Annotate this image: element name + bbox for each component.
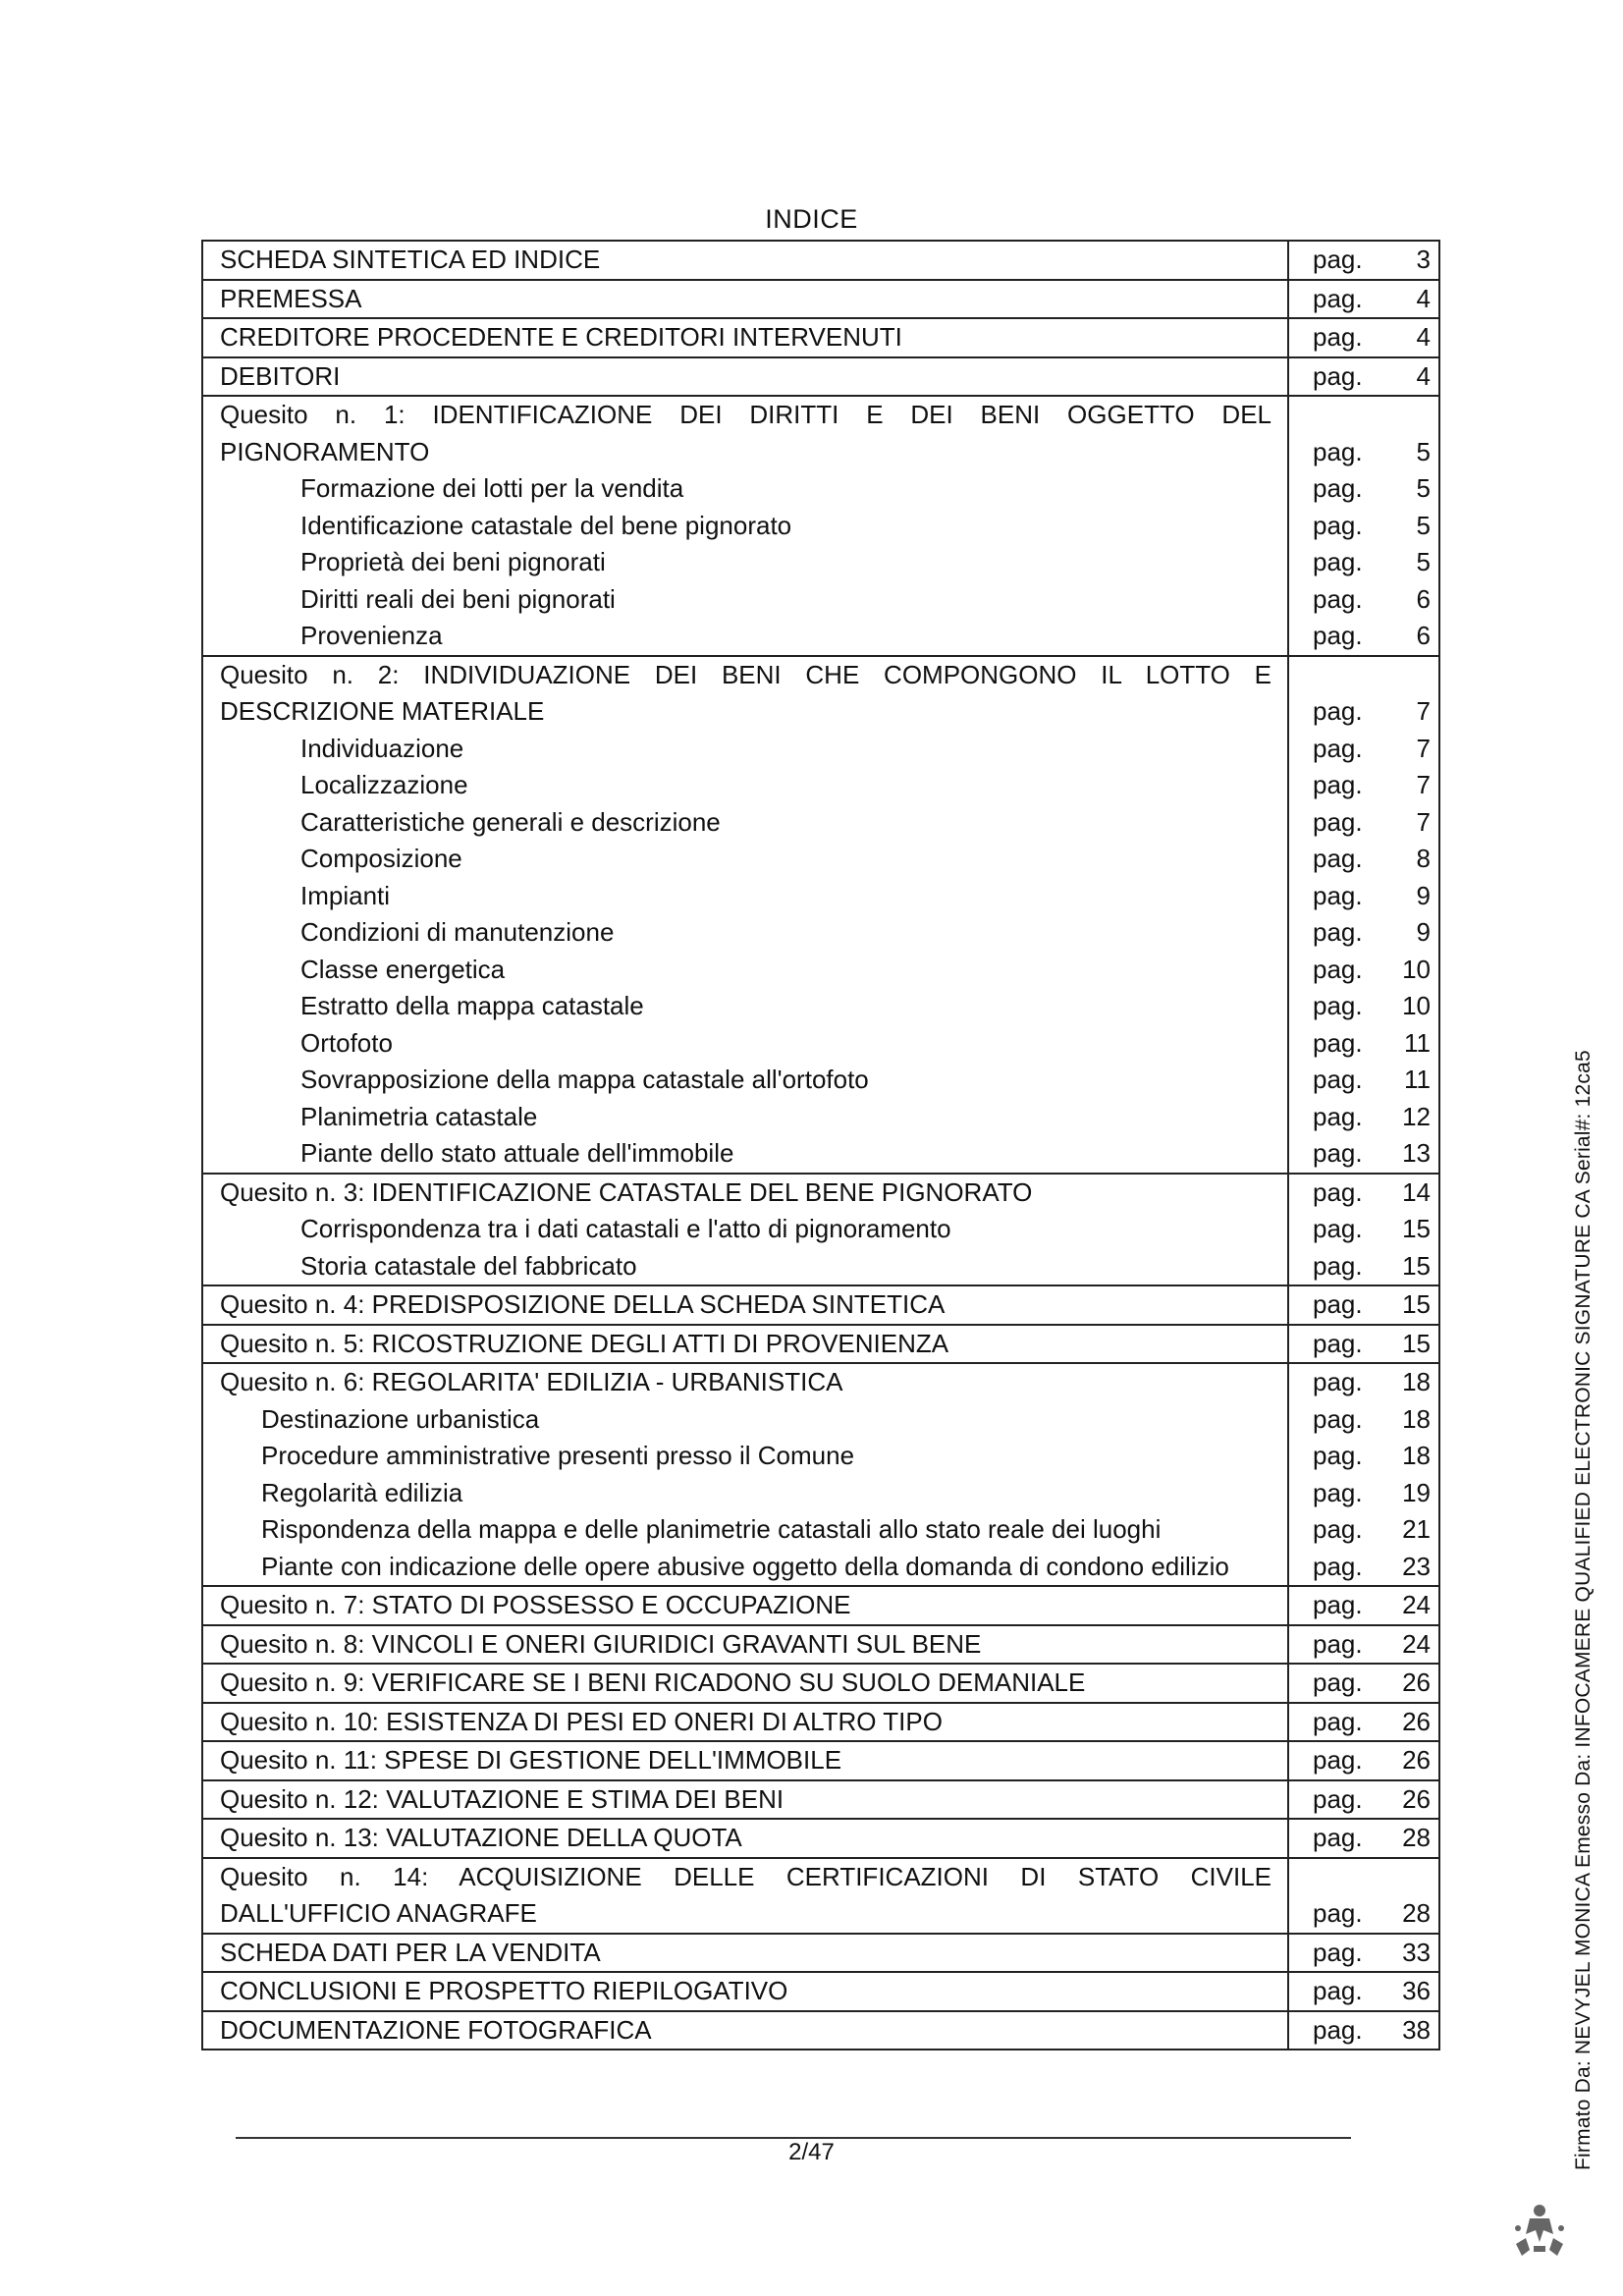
toc-section-titles (202, 656, 1288, 1174)
page-prefix: pag. (1313, 917, 1363, 947)
page-prefix: pag. (1313, 880, 1363, 910)
toc-section-pages (1288, 1934, 1439, 1973)
toc-page-ref (1289, 1025, 1438, 1063)
toc-page-ref (1289, 434, 1438, 471)
toc-section (202, 2011, 1439, 2050)
toc-heading: DOCUMENTAZIONE FOTOGRAFICA (220, 2014, 652, 2045)
page-value: 14 (1402, 1176, 1431, 1207)
toc-section (202, 1174, 1439, 1286)
toc-page-ref (1289, 804, 1438, 842)
toc-page-ref (1289, 242, 1438, 279)
page-value: 24 (1402, 1590, 1431, 1619)
toc-section-pages (1288, 1972, 1439, 2011)
page-value: 7 (1416, 806, 1431, 837)
toc-heading: Quesito n. 8: VINCOLI E ONERI GIURIDICI GRAVANTI SUL BENE (220, 1628, 982, 1659)
toc-section-titles (202, 1819, 1288, 1858)
toc-section-titles (202, 1934, 1288, 1973)
toc-heading: Quesito n. 13: VALUTAZIONE DELLA QUOTA (220, 1823, 742, 1852)
page-value: 28 (1402, 1823, 1431, 1852)
page-value: 19 (1402, 1477, 1431, 1507)
page-prefix: pag. (1313, 733, 1363, 763)
page-value: 5 (1416, 547, 1431, 576)
page-value: 7 (1416, 733, 1431, 763)
toc-page-ref (1289, 1364, 1438, 1401)
toc-heading: Quesito n. 6: REGOLARITA' EDILIZIA - URBANISTICA (220, 1367, 843, 1396)
page-prefix: pag. (1313, 1477, 1363, 1507)
toc-section-titles (202, 396, 1288, 656)
toc-page-ref (1289, 618, 1438, 655)
toc-page-ref (1289, 358, 1438, 396)
page-value: 6 (1416, 583, 1431, 614)
page-prefix: pag. (1313, 1027, 1363, 1058)
toc-section-pages (1288, 1819, 1439, 1858)
page-value: 7 (1416, 696, 1431, 726)
page-prefix: pag. (1313, 322, 1363, 352)
toc-page-ref (1289, 1820, 1438, 1857)
toc-page-ref (1289, 281, 1438, 318)
toc-heading: CREDITORE PROCEDENTE E CREDITORI INTERVENUTI (220, 322, 902, 352)
toc-page-ref (1289, 1973, 1438, 2010)
toc-section-titles (202, 318, 1288, 357)
toc-section (202, 357, 1439, 397)
page-value: 5 (1416, 436, 1431, 466)
toc-subitem: Piante dello stato attuale dell'immobile (300, 1138, 734, 1168)
page-prefix: pag. (1313, 1514, 1363, 1544)
toc-section-titles (202, 1972, 1288, 2011)
toc-page-ref (1289, 581, 1438, 619)
toc-section (202, 1703, 1439, 1742)
page-value: 7 (1416, 770, 1431, 799)
toc-subitem: Identificazione catastale del bene pignorato (300, 510, 792, 540)
toc-heading: PREMESSA (220, 283, 362, 313)
page-title: INDICE (765, 204, 858, 234)
toc-subitem: Condizioni di manutenzione (300, 917, 615, 947)
toc-page-ref (1289, 1587, 1438, 1624)
page-prefix: pag. (1313, 1138, 1363, 1168)
toc-subitem: Proprietà dei beni pignorati (300, 547, 606, 576)
toc-section-titles (202, 2011, 1288, 2050)
toc-subitem: Destinazione urbanistica (261, 1403, 540, 1434)
page-prefix: pag. (1313, 844, 1363, 873)
toc-subitem: Provenienza (300, 621, 443, 650)
toc-page-ref (1289, 841, 1438, 878)
toc-section-pages (1288, 1703, 1439, 1742)
toc-subitem: Regolarità edilizia (261, 1477, 463, 1507)
page-value: 26 (1402, 1783, 1431, 1814)
toc-subitem: Localizzazione (300, 770, 468, 799)
toc-page-ref (1289, 1626, 1438, 1664)
toc-section-pages (1288, 241, 1439, 280)
toc-page-ref (1289, 1326, 1438, 1363)
page-prefix: pag. (1313, 770, 1363, 799)
page-prefix: pag. (1313, 1823, 1363, 1852)
table-of-contents (201, 240, 1440, 2050)
toc-heading: Quesito n. 14: ACQUISIZIONE DELLE CERTIFICAZIONI DI STATO CIVILE (220, 1861, 1271, 1891)
toc-section-pages (1288, 1363, 1439, 1586)
page-prefix: pag. (1313, 1214, 1363, 1243)
toc-section-titles (202, 1703, 1288, 1742)
toc-heading: PIGNORAMENTO (220, 436, 430, 466)
toc-section-pages (1288, 1664, 1439, 1703)
toc-section-pages (1288, 1325, 1439, 1364)
page-prefix: pag. (1313, 473, 1363, 503)
toc-heading: Quesito n. 9: VERIFICARE SE I BENI RICADONO SU SUOLO DEMANIALE (220, 1667, 1086, 1697)
page-value: 28 (1402, 1898, 1431, 1928)
toc-section-titles (202, 1741, 1288, 1780)
toc-section-titles (202, 357, 1288, 397)
page-value: 18 (1402, 1441, 1431, 1470)
page-prefix: pag. (1313, 1667, 1363, 1697)
page-prefix: pag. (1313, 360, 1363, 391)
page-value: 8 (1416, 844, 1431, 873)
toc-section (202, 318, 1439, 357)
page-prefix: pag. (1313, 1403, 1363, 1434)
toc-heading: Quesito n. 11: SPESE DI GESTIONE DELL'IMMOBILE (220, 1745, 842, 1775)
toc-section (202, 1586, 1439, 1625)
page-value: 11 (1404, 1065, 1431, 1094)
toc-page-ref (1289, 1704, 1438, 1741)
toc-section (202, 1858, 1439, 1934)
page-prefix: pag. (1313, 245, 1363, 274)
toc-heading: SCHEDA DATI PER LA VENDITA (220, 1937, 601, 1967)
toc-section-pages (1288, 1780, 1439, 1820)
page-value: 13 (1402, 1138, 1431, 1168)
toc-page-ref (1289, 319, 1438, 356)
page-value: 26 (1402, 1706, 1431, 1736)
toc-page-ref (1289, 2012, 1438, 2050)
toc-section-titles (202, 241, 1288, 280)
toc-page-ref (1289, 1438, 1438, 1475)
toc-section (202, 1325, 1439, 1364)
toc-subitem: Composizione (300, 844, 462, 873)
page-prefix: pag. (1313, 696, 1363, 726)
page-value: 15 (1402, 1328, 1431, 1358)
page-prefix: pag. (1313, 1328, 1363, 1358)
toc-subitem: Ortofoto (300, 1027, 393, 1058)
page-prefix: pag. (1313, 1783, 1363, 1814)
toc-page-ref (1289, 1248, 1438, 1285)
toc-section-titles (202, 1174, 1288, 1286)
page-prefix: pag. (1313, 621, 1363, 650)
toc-page-ref (1289, 1099, 1438, 1136)
toc-section-titles (202, 1285, 1288, 1325)
toc-heading: CONCLUSIONI E PROSPETTO RIEPILOGATIVO (220, 1976, 788, 2005)
toc-subitem: Planimetria catastale (300, 1101, 538, 1131)
toc-page-ref (1289, 1895, 1438, 1933)
toc-section-titles (202, 1586, 1288, 1625)
toc-section-pages (1288, 1285, 1439, 1325)
page-value: 10 (1402, 954, 1431, 984)
page-value: 6 (1416, 621, 1431, 650)
toc-page-ref (1289, 1211, 1438, 1248)
toc-page-ref (1289, 693, 1438, 731)
toc-page-ref (1289, 878, 1438, 915)
toc-section-titles (202, 1363, 1288, 1586)
toc-subitem: Classe energetica (300, 954, 506, 984)
toc-section-pages (1288, 1174, 1439, 1286)
page-prefix: pag. (1313, 1176, 1363, 1207)
page-value: 10 (1402, 991, 1431, 1020)
toc-page-ref (1289, 914, 1438, 952)
toc-page-ref (1289, 731, 1438, 768)
toc-page-ref (1289, 1062, 1438, 1099)
toc-section-pages (1288, 357, 1439, 397)
toc-page-ref (1289, 470, 1438, 508)
page-value: 9 (1416, 880, 1431, 910)
page-prefix: pag. (1313, 1551, 1363, 1581)
toc-subitem: Piante con indicazione delle opere abusive oggetto della domanda di condono edilizio (261, 1551, 1229, 1581)
toc-section-pages (1288, 1586, 1439, 1625)
toc-subitem: Diritti reali dei beni pignorati (300, 583, 616, 614)
toc-page-ref (1289, 1511, 1438, 1549)
page-prefix: pag. (1313, 1937, 1363, 1967)
toc-section-pages (1288, 1858, 1439, 1934)
toc-subitem: Procedure amministrative presenti presso il Comune (261, 1441, 855, 1470)
page-value: 15 (1402, 1214, 1431, 1243)
page-value: 15 (1402, 1250, 1431, 1281)
page-prefix: pag. (1313, 1976, 1363, 2005)
toc-heading: Quesito n. 1: IDENTIFICAZIONE DEI DIRITTI E DEI BENI OGGETTO DEL (220, 400, 1271, 429)
page-prefix: pag. (1313, 1367, 1363, 1396)
toc-section (202, 1972, 1439, 2011)
page-value: 24 (1402, 1628, 1431, 1659)
toc-page-ref (1289, 952, 1438, 989)
toc-page-ref (1289, 1286, 1438, 1324)
page-number: 2/47 (788, 2139, 835, 2165)
toc-subitem: Formazione dei lotti per la vendita (300, 473, 684, 503)
toc-heading: DALL'UFFICIO ANAGRAFE (220, 1898, 537, 1928)
page-prefix: pag. (1313, 1065, 1363, 1094)
toc-page-ref (1289, 508, 1438, 545)
toc-subitem: Estratto della mappa catastale (300, 991, 644, 1020)
toc-section (202, 1741, 1439, 1780)
page-value: 11 (1404, 1027, 1431, 1058)
toc-section-pages (1288, 2011, 1439, 2050)
toc-heading: Quesito n. 2: INDIVIDUAZIONE DEI BENI CHE COMPONGONO IL LOTTO E (220, 659, 1271, 689)
toc-section (202, 1780, 1439, 1820)
page-prefix: pag. (1313, 436, 1363, 466)
toc-section (202, 280, 1439, 319)
toc-page-ref (1289, 1781, 1438, 1819)
toc-page-ref (1289, 1549, 1438, 1586)
toc-section (202, 1363, 1439, 1586)
page-value: 23 (1402, 1551, 1431, 1581)
toc-subitem: Caratteristiche generali e descrizione (300, 806, 721, 837)
page-prefix: pag. (1313, 283, 1363, 313)
page-prefix: pag. (1313, 1590, 1363, 1619)
page-prefix: pag. (1313, 1898, 1363, 1928)
page-value: 18 (1402, 1403, 1431, 1434)
seal-stamp-icon (1504, 2195, 1575, 2262)
toc-section-pages (1288, 1741, 1439, 1780)
toc-section (202, 1664, 1439, 1703)
toc-page-ref (1289, 544, 1438, 581)
page-prefix: pag. (1313, 991, 1363, 1020)
toc-subitem: Rispondenza della mappa e delle planimetrie catastali allo stato reale dei luoghi (261, 1514, 1162, 1544)
page-prefix: pag. (1313, 1289, 1363, 1319)
page-value: 5 (1416, 473, 1431, 503)
page-value: 15 (1402, 1289, 1431, 1319)
page-value: 3 (1416, 245, 1431, 274)
toc-section (202, 241, 1439, 280)
toc-section (202, 1625, 1439, 1665)
toc-page-ref (1289, 988, 1438, 1025)
toc-page-ref (1289, 1665, 1438, 1702)
toc-heading: DESCRIZIONE MATERIALE (220, 696, 545, 726)
page-prefix: pag. (1313, 1628, 1363, 1659)
page-prefix: pag. (1313, 583, 1363, 614)
page-prefix: pag. (1313, 1101, 1363, 1131)
toc-heading: Quesito n. 3: IDENTIFICAZIONE CATASTALE DEL BENE PIGNORATO (220, 1176, 1033, 1207)
page-prefix: pag. (1313, 1706, 1363, 1736)
page-value: 4 (1416, 283, 1431, 313)
page-prefix: pag. (1313, 2014, 1363, 2045)
page-value: 26 (1402, 1745, 1431, 1775)
toc-section-pages (1288, 1625, 1439, 1665)
page-value: 9 (1416, 917, 1431, 947)
toc-section-titles (202, 1625, 1288, 1665)
page-prefix: pag. (1313, 1745, 1363, 1775)
page-value: 18 (1402, 1367, 1431, 1396)
toc-subitem: Storia catastale del fabbricato (300, 1250, 637, 1281)
page-value: 36 (1402, 1976, 1431, 2005)
toc-section-pages (1288, 396, 1439, 656)
page-prefix: pag. (1313, 806, 1363, 837)
page-prefix: pag. (1313, 547, 1363, 576)
toc-page-ref (1289, 1475, 1438, 1512)
page-value: 26 (1402, 1667, 1431, 1697)
page-value: 4 (1416, 360, 1431, 391)
toc-heading: Quesito n. 7: STATO DI POSSESSO E OCCUPAZIONE (220, 1590, 851, 1619)
toc-section (202, 396, 1439, 656)
toc-subitem: Impianti (300, 880, 391, 910)
page-value: 12 (1402, 1101, 1431, 1131)
toc-section-titles (202, 1325, 1288, 1364)
page-value: 33 (1402, 1937, 1431, 1967)
toc-heading: Quesito n. 12: VALUTAZIONE E STIMA DEI BENI (220, 1783, 784, 1814)
toc-page-ref (1289, 1401, 1438, 1439)
toc-heading: DEBITORI (220, 360, 341, 391)
page-prefix: pag. (1313, 954, 1363, 984)
toc-heading: SCHEDA SINTETICA ED INDICE (220, 245, 601, 274)
page-value: 5 (1416, 510, 1431, 540)
toc-section (202, 1934, 1439, 1973)
page-prefix: pag. (1313, 510, 1363, 540)
toc-subitem: Corrispondenza tra i dati catastali e l'atto di pignoramento (300, 1214, 951, 1243)
toc-section-pages (1288, 318, 1439, 357)
toc-section-pages (1288, 656, 1439, 1174)
toc-heading: Quesito n. 10: ESISTENZA DI PESI ED ONERI DI ALTRO TIPO (220, 1706, 943, 1736)
page-prefix: pag. (1313, 1250, 1363, 1281)
toc-section-titles (202, 280, 1288, 319)
page-value: 4 (1416, 322, 1431, 352)
page-value: 38 (1402, 2014, 1431, 2045)
toc-subitem: Individuazione (300, 733, 464, 763)
toc-section-titles (202, 1858, 1288, 1934)
toc-page-ref (1289, 1935, 1438, 1972)
page-prefix: pag. (1313, 1441, 1363, 1470)
toc-section-titles (202, 1780, 1288, 1820)
toc-section-pages (1288, 280, 1439, 319)
toc-page-ref (1289, 1175, 1438, 1212)
digital-signature-note: Firmato Da: NEVYJEL MONICA Emesso Da: INFOCAMERE QUALIFIED ELECTRONIC SIGNATURE CA Serial#: 12ca5 (1572, 1050, 1595, 2170)
toc-heading: Quesito n. 5: RICOSTRUZIONE DEGLI ATTI DI PROVENIENZA (220, 1328, 949, 1358)
page-value: 21 (1402, 1514, 1431, 1544)
toc-page-ref (1289, 767, 1438, 804)
toc-section (202, 1285, 1439, 1325)
toc-heading: Quesito n. 4: PREDISPOSIZIONE DELLA SCHEDA SINTETICA (220, 1289, 946, 1319)
toc-subitem: Sovrapposizione della mappa catastale all'ortofoto (300, 1065, 869, 1094)
toc-page-ref (1289, 1742, 1438, 1779)
toc-page-ref (1289, 1135, 1438, 1173)
toc-section-titles (202, 1664, 1288, 1703)
toc-section (202, 1819, 1439, 1858)
toc-section (202, 656, 1439, 1174)
